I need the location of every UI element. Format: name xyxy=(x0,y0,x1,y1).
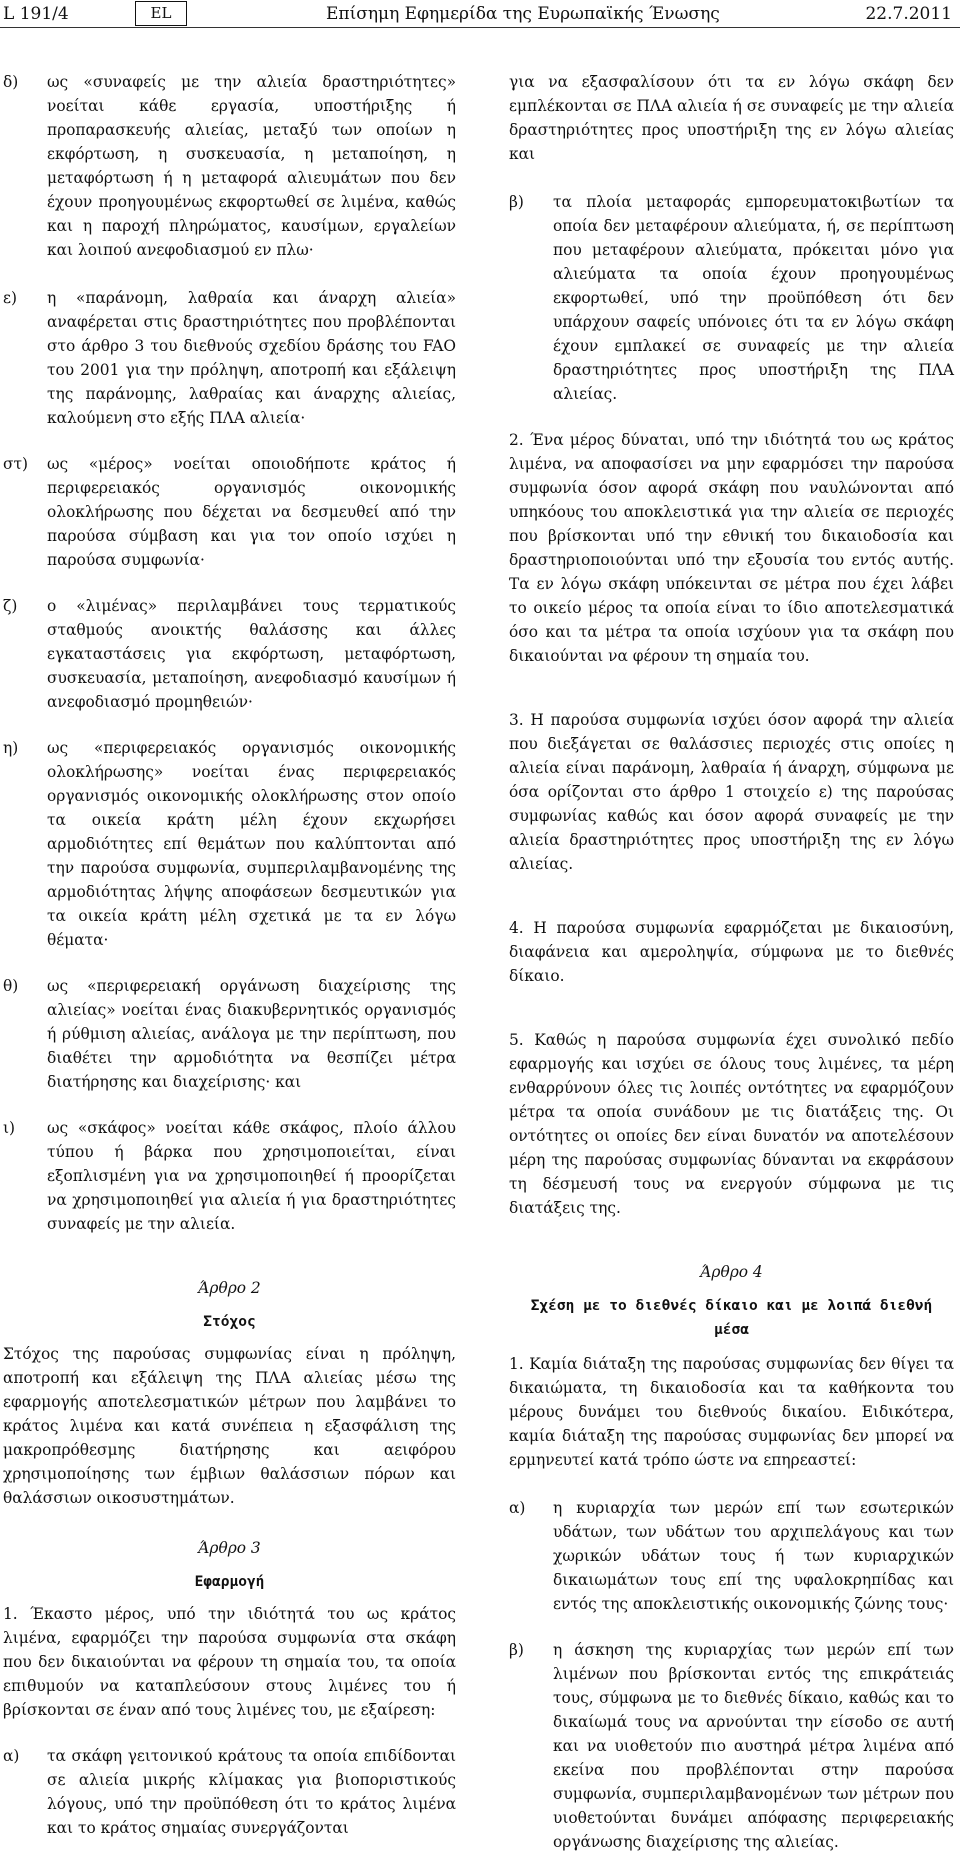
definition-item xyxy=(3,736,456,952)
definition-item xyxy=(3,974,456,1094)
item-label: η) xyxy=(3,739,19,757)
item-label: δ) xyxy=(3,73,19,91)
definition-item xyxy=(3,452,456,572)
article-4-item-b xyxy=(509,1638,954,1854)
item-text: ως «συναφείς με την αλιεία δραστηριότητες» νοείται κάθε εργασία, υποστήριξης ή προπαρασκευής αλιείας, μεταξύ των οποίων η εκφόρτωση, η συσκευασία, η μεταποίηση, η μεταφόρτωση ή η μεταφορά αλιευμάτων που δεν έχουν προηγουμένως εκφορτωθεί σε λιμένα, καθώς και η παροχή πληρώματος, καυσίμων, εργαλείων και λοιπού ανεφοδιασμού εν πλω· xyxy=(47,73,456,259)
item-text: η άσκηση της κυριαρχίας των μερών επί των λιμένων που βρίσκονται εντός της επικράτειάς τους, σύμφωνα με το διεθνές δίκαιο, καθώς και το δικαίωμά τους να αρνούνται την είσοδο σε αυτή και να υιοθετούν πιο αυστηρά μέτρα λιμένα από εκείνα που προβλέπονται στην παρούσα συμφωνία, συμπεριλαμβανομένων των μέτρων που υιοθετούνται δυνάμει απόφασης περιφερειακής οργάνωσης διαχείρισης της αλιείας. xyxy=(553,1641,954,1851)
item-label: ζ) xyxy=(3,597,18,615)
article-3-item-a xyxy=(3,1744,456,1840)
page-header xyxy=(0,0,960,34)
item-label: β) xyxy=(509,1641,524,1659)
item-text: τα πλοία μεταφοράς εμπορευματοκιβωτίων τα οποία δεν μεταφέρουν αλιεύματα, ή, σε περίπτωση που μεταφέρουν αλιεύματα, πρόκειται μόνο για αλιεύματα τα οποία έχουν προηγουμένως εκφορτωθεί, υπό την προϋπόθεση ότι δεν υπάρχουν σαφείς υπόνοιες ότι τα εν λόγω σκάφη έχουν εμπλακεί σε συναφείς με την αλιεία δραστηριότητες προς υποστήριξη της ΠΛΑ αλιείας. xyxy=(553,193,954,403)
article-4-title: Σχέση με το διεθνές δίκαιο και με λοιπά διεθνή μέσα xyxy=(530,1298,933,1338)
definition-item xyxy=(3,70,456,262)
article-3-paragraph-1: 1. Έκαστο μέρος, υπό την ιδιότητά του ως κράτος λιμένα, εφαρμόζει την παρούσα συμφωνία στα σκάφη που δεν δικαιούνται να φέρουν τη σημαία του, τα οποία επιθυμούν να καταπλεύσουν στους λιμένες του ή βρίσκονται σε έναν από τους λιμένες του, με εξαίρεση: xyxy=(3,1605,456,1719)
article-3-paragraph-2: 2. Ένα μέρος δύναται, υπό την ιδιότητά του ως κράτος λιμένα, να αποφασίσει να μην εφαρμόσει την παρούσα συμφωνία όσον αφορά σκάφη που ναυλώνονται από υπηκόους του αποκλειστικά για την αλιεία σε περιοχές που βρίσκονται υπό την εθνική του δικαιοδοσία και δραστηριοποιούνται υπό την εξουσία του εντός αυτής. Τα εν λόγω σκάφη υπόκεινται σε μέτρα που έχει λάβει το οικείο μέρος τα οποία είναι το ίδιο αποτελεσματικά όσο και τα μέτρα τα οποία ισχύουν για τα σκάφη που δικαιούνται να φέρουν τη σημαία του. xyxy=(509,431,954,665)
journal-title: Επίσημη Εφημερίδα της Ευρωπαϊκής Ένωσης xyxy=(326,4,720,24)
item-text: ως «μέρος» νοείται οποιοδήποτε κράτος ή περιφερειακός οργανισμός οικονομικής ολοκλήρωσης που δέχεται να δεσμευθεί από την παρούσα σύμβαση και για τον οποίο ισχύει η παρούσα συμφωνία· xyxy=(47,455,456,569)
item-label: ι) xyxy=(3,1119,16,1137)
item-text: η κυριαρχία των μερών επί των εσωτερικών υδάτων, των υδάτων του αρχιπελάγους και των χωρικών υδάτων τους ή των κυριαρχικών δικαιωμάτων τους επί της υφαλοκρηπίδας και εντός της αποκλειστικής οικονομικής ζώνης τους· xyxy=(553,1499,954,1613)
item-label: β) xyxy=(509,193,524,211)
definition-item xyxy=(3,286,456,430)
publication-date: 22.7.2011 xyxy=(865,4,952,24)
article-3-number: Άρθρο 3 xyxy=(198,1539,261,1557)
item-text: ως «σκάφος» νοείται κάθε σκάφος, πλοίο άλλου τύπου ή βάρκα που χρησιμοποιείται, είναι εξοπλισμένη για να χρησιμοποιηθεί ή προορίζεται να χρησιμοποιηθεί για αλιεία ή για δραστηριότητες συναφείς με την αλιεία. xyxy=(47,1119,456,1233)
article-4-item-a xyxy=(509,1496,954,1616)
definition-item xyxy=(3,594,456,714)
header-rule xyxy=(0,27,960,28)
right-column xyxy=(509,70,954,1854)
page-number: L 191/4 xyxy=(3,4,69,24)
item-label: θ) xyxy=(3,977,19,995)
article-4-number: Άρθρο 4 xyxy=(700,1263,763,1281)
continuation-text: για να εξασφαλίσουν ότι τα εν λόγω σκάφη δεν εμπλέκονται σε ΠΛΑ αλιεία ή σε συναφείς με την αλιεία δραστηριότητες προς υποστήριξη της εν λόγω αλιείας και xyxy=(509,73,954,163)
item-text: ως «περιφερειακός οργανισμός οικονομικής ολοκλήρωσης» νοείται ένας περιφερειακός οργανισμός οικονομικής ολοκλήρωσης στον οποίο τα οικεία κράτη μέλη έχουν εκχωρήσει αρμοδιότητες επί θεμάτων που καλύπτονται από την παρούσα συμφωνία, συμπεριλαμβανομένης της αρμοδιότητας λήψης αποφάσεων δεσμευτικών για τα οικεία κράτη μέλη σχετικά με τα εν λόγω θέματα· xyxy=(47,739,456,949)
article-3-paragraph-5: 5. Καθώς η παρούσα συμφωνία έχει συνολικό πεδίο εφαρμογής και ισχύει σε όλους τους λιμένες, τα μέρη ενθαρρύνουν όλες τις λοιπές οντότητες να εφαρμόζουν μέτρα τα οποία συνάδουν με τις διατάξεις της. Οι οντότητες οι οποίες δεν είναι δυνατόν να αποτελέσουν μέρη της παρούσας συμφωνίας δύνανται να εκφράσουν τη δέσμευσή τους να ενεργούν σύμφωνα με τις διατάξεις της. xyxy=(509,1031,954,1217)
item-text: τα σκάφη γειτονικού κράτους τα οποία επιδίδονται σε αλιεία μικρής κλίμακας για βιοποριστικούς λόγους, υπό την προϋπόθεση ότι το κράτος λιμένα και το κράτος σημαίας συνεργάζονται xyxy=(47,1747,456,1837)
article-4-paragraph-1: 1. Καμία διάταξη της παρούσας συμφωνίας δεν θίγει τα δικαιώματα, τη δικαιοδοσία και τα καθήκοντα του μέρους δυνάμει του διεθνούς δικαίου. Ειδικότερα, καμία διάταξη της παρούσας συμφωνίας δεν μπορεί να ερμηνευτεί κατά τρόπο ώστε να επηρεαστεί: xyxy=(509,1355,954,1469)
article-3-paragraph-4: 4. Η παρούσα συμφωνία εφαρμόζεται με δικαιοσύνη, διαφάνεια και αμεροληψία, σύμφωνα με το διεθνές δίκαιο. xyxy=(509,919,954,985)
article-2-text: Στόχος της παρούσας συμφωνίας είναι η πρόληψη, αποτροπή και εξάλειψη της ΠΛΑ αλιείας μέσω της εφαρμογής αποτελεσματικών μέτρων που λαμβάνει το κράτος λιμένα και κατά συνέπεια η εξασφάλιση της μακροπρόθεσμης διατήρησης και αειφόρου χρησιμοποίησης των έμβιων θαλάσσιων πόρων και θαλάσσιων οικοσυστημάτων. xyxy=(3,1345,456,1507)
definition-item xyxy=(3,1116,456,1236)
article-3-item-b xyxy=(509,190,954,406)
item-label: α) xyxy=(3,1747,20,1765)
item-label: στ) xyxy=(3,455,29,473)
article-3-title: Εφαρμογή xyxy=(194,1574,265,1590)
item-label: α) xyxy=(509,1499,526,1517)
item-label: ε) xyxy=(3,289,17,307)
item-text: ο «λιμένας» περιλαμβάνει τους τερματικούς σταθμούς ανοικτής θαλάσσης και άλλες εγκαταστάσεις για εκφόρτωση, μεταφόρτωση, συσκευασία, μεταποίηση, ανεφοδιασμό καυσίμων ή ανεφοδιασμό προμηθειών· xyxy=(47,597,456,711)
article-2-title: Στόχος xyxy=(203,1314,256,1330)
left-column xyxy=(3,70,456,1840)
item-text: η «παράνομη, λαθραία και άναρχη αλιεία» αναφέρεται στις δραστηριότητες που προβλέπονται στο άρθρο 3 του διεθνούς σχεδίου δράσης του FAO του 2001 για την πρόληψη, αποτροπή και εξάλειψη της παράνομης, λαθραίας και άναρχης αλιείας, καλούμενη στο εξής ΠΛΑ αλιεία· xyxy=(47,289,456,427)
article-2-number: Άρθρο 2 xyxy=(198,1279,261,1297)
item-text: ως «περιφερειακή οργάνωση διαχείρισης της αλιείας» νοείται ένας διακυβερνητικός οργανισμός ή ρύθμιση αλιείας, ανάλογα με την περίπτωση, που διαθέτει την αρμοδιότητα να θεσπίζει μέτρα διατήρησης και διαχείρισης· και xyxy=(47,977,456,1091)
language-code: EL xyxy=(135,1,187,26)
article-3-paragraph-3: 3. Η παρούσα συμφωνία ισχύει όσον αφορά την αλιεία που διεξάγεται σε θαλάσσιες περιοχές στις οποίες η αλιεία είναι παράνομη, λαθραία ή άναρχη, σύμφωνα με όσα ορίζονται στο άρθρο 1 στοιχείο ε) της παρούσας συμφωνίας καθώς και όσον αφορά συναφείς με την αλιεία δραστηριότητες προς υποστήριξη της εν λόγω αλιείας. xyxy=(509,711,954,873)
